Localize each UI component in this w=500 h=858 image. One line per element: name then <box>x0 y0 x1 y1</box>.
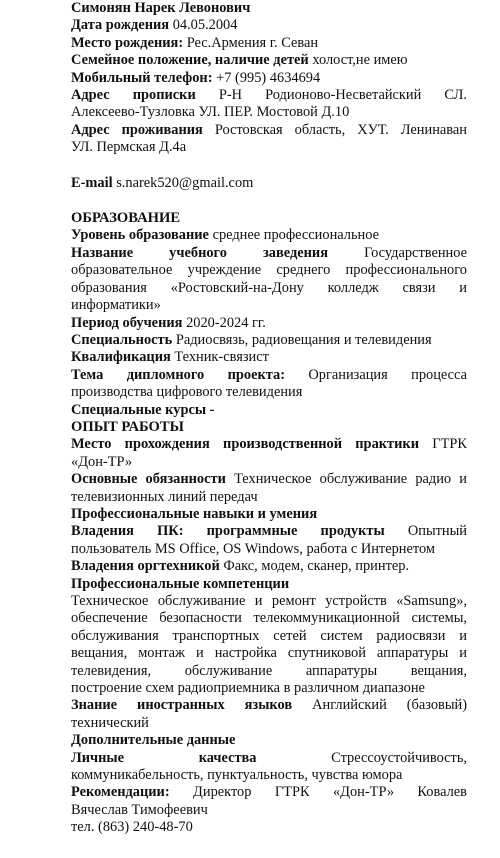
languages: Знание иностранных языков Английский (базовый) <box>71 697 468 714</box>
office-equipment: Владения оргтехникой Факс, модем, сканер, принтер. <box>71 558 410 575</box>
competency-line: телевидения, обслуживание аппаратуры вещания, <box>71 662 467 679</box>
thesis-topic: Тема дипломного проекта: Организация процесса <box>71 366 467 383</box>
institution: Название учебного заведения Государственное <box>71 244 467 261</box>
experience-heading: ОПЫТ РАБОТЫ <box>71 418 184 435</box>
competency-line: обслуживания транспортных сетей систем радиосвязи и <box>71 627 467 644</box>
institution-cont-3: информатики» <box>71 297 161 314</box>
date-of-birth: Дата рождения 04.05.2004 <box>71 17 238 34</box>
email: E-mail s.narek520@gmail.com <box>71 174 254 191</box>
registration-address-cont: Алексеево-Тузловка УЛ. ПЕР. Мостовой Д.10 <box>71 104 350 121</box>
competency-line: вещания, монтаж и настройка спутниковой аппаратуры и <box>71 645 467 662</box>
living-address-cont: УЛ. Пермская Д.4а <box>71 139 187 156</box>
main-duties: Основные обязанности Техническое обслуживание радио и <box>71 471 467 488</box>
internship-place-cont: «Дон-ТР» <box>71 453 133 470</box>
competencies-heading: Профессиональные компетенции <box>71 575 290 592</box>
candidate-name: Симонян Нарек Левонович <box>71 0 251 16</box>
mobile-phone: Мобильный телефон: +7 (995) 4634694 <box>71 69 321 86</box>
main-duties-cont: телевизионных линий передач <box>71 488 258 505</box>
pc-skills-cont: пользователь MS Office, OS Windows, работа с Интернетом <box>71 540 436 557</box>
additional-heading: Дополнительные данные <box>71 732 236 749</box>
recommendations: Рекомендации: Директор ГТРК «Дон-ТР» Ковалев <box>71 784 467 801</box>
recommendations-cont: Вячеслав Тимофеевич <box>71 801 208 818</box>
education-heading: ОБРАЗОВАНИЕ <box>71 210 181 227</box>
qualification: Квалификация Техник-связист <box>71 349 269 366</box>
place-of-birth: Место рождения: Рес.Армения г. Севан <box>71 34 319 51</box>
family-status: Семейное положение, наличие детей холост,не имею <box>71 52 408 69</box>
recommender-phone: тел. (863) 240-48-70 <box>71 819 193 836</box>
skills-heading: Профессиональные навыки и умения <box>71 505 318 522</box>
institution-cont-2: образования «Ростовский-на-Дону колледж связи и <box>71 279 467 296</box>
study-period: Период обучения 2020-2024 гг. <box>71 314 266 331</box>
education-level: Уровень образование среднее профессиональное <box>71 227 379 244</box>
specialty: Специальность Радиосвязь, радиовещания и телевидения <box>71 331 432 348</box>
competency-line: Техническое обслуживание и ремонт устройств «Samsung», <box>71 593 467 609</box>
internship-place: Место прохождения производственной практики ГТРК <box>71 436 467 453</box>
special-courses: Специальные курсы - <box>71 401 215 418</box>
personal-qualities-cont: коммуникабельность, пунктуальность, чувства юмора <box>71 767 403 784</box>
competency-line: обеспечение безопасности телекоммуникационной системы, <box>71 610 467 627</box>
thesis-topic-cont: производства цифрового телевидения <box>71 384 303 401</box>
personal-qualities: Личные качества Стрессоустойчивость, <box>71 749 467 766</box>
registration-address: Адрес прописки Р-Н Родионово-Несветайский СЛ. <box>71 87 467 104</box>
pc-skills: Владения ПК: программные продукты Опытный <box>71 523 467 540</box>
languages-cont: технический <box>71 714 149 731</box>
competency-line: построение схем радиоприемника в различном диапазоне <box>71 680 425 697</box>
living-address: Адрес проживания Ростовская область, ХУТ. Ленинаван <box>71 121 467 138</box>
institution-cont-1: образовательное учреждение среднего профессионального <box>71 262 467 279</box>
